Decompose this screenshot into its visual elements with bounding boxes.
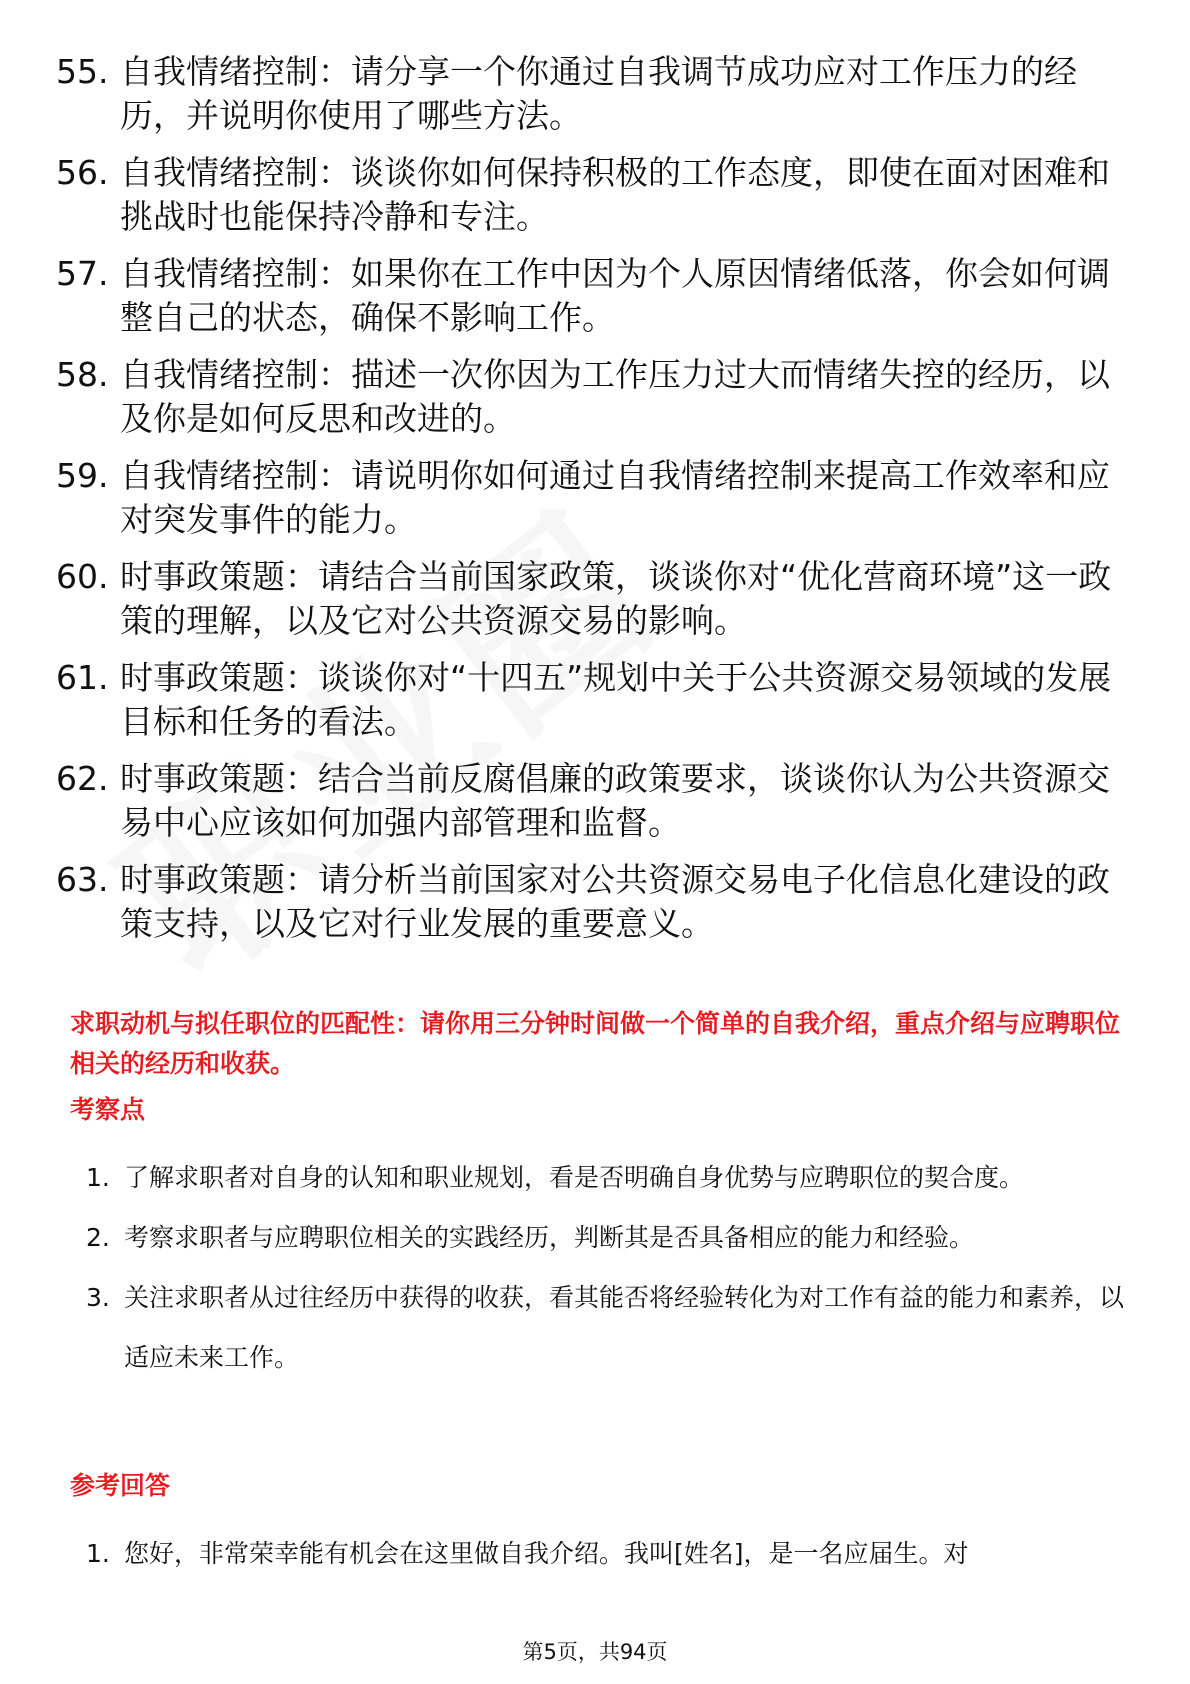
question-text: 自我情绪控制：描述一次你因为工作压力过大而情绪失控的经历，以及你是如何反思和改进的。 — [120, 355, 1110, 438]
question-item — [56, 252, 1136, 340]
question-text: 时事政策题：请分析当前国家对公共资源交易电子化信息化建设的政策支持，以及它对行业发展的重要意义。 — [120, 860, 1110, 943]
question-number: 58. — [56, 355, 109, 394]
list-number: 1. — [86, 1163, 110, 1192]
question-number: 61. — [56, 658, 109, 697]
question-number: 57. — [56, 254, 109, 293]
page-footer: 第5页，共94页 — [522, 1640, 668, 1664]
list-text: 考察求职者与应聘职位相关的实践经历，判断其是否具备相应的能力和经验。 — [124, 1223, 975, 1252]
question-number: 59. — [56, 456, 109, 495]
question-text: 自我情绪控制：请说明你如何通过自我情绪控制来提高工作效率和应对突发事件的能力。 — [120, 456, 1110, 539]
list-item — [86, 1208, 1126, 1268]
list-number: 2. — [86, 1223, 110, 1252]
question-number: 60. — [56, 557, 109, 596]
question-item — [56, 757, 1136, 845]
points-list — [86, 1148, 1126, 1388]
list-item — [86, 1524, 1126, 1584]
question-text: 时事政策题：结合当前反腐倡廉的政策要求，谈谈你认为公共资源交易中心应该如何加强内部管理和监督。 — [120, 759, 1110, 842]
points-heading: 考察点 — [70, 1095, 146, 1124]
answer-list — [86, 1524, 1126, 1584]
question-item — [56, 454, 1136, 542]
question-number: 63. — [56, 860, 109, 899]
list-text: 您好，非常荣幸能有机会在这里做自我介绍。我叫[姓名]，是一名应届生。对 — [124, 1539, 969, 1568]
list-item — [86, 1268, 1126, 1388]
list-number: 1. — [86, 1539, 110, 1568]
list-text: 了解求职者对自身的认知和职业规划，看是否明确自身优势与应聘职位的契合度。 — [124, 1163, 1025, 1192]
question-list — [56, 50, 1136, 959]
question-item — [56, 353, 1136, 441]
question-item — [56, 858, 1136, 946]
question-number: 62. — [56, 759, 109, 798]
question-number: 55. — [56, 52, 109, 91]
question-text: 自我情绪控制：谈谈你如何保持积极的工作态度，即使在面对困难和挑战时也能保持冷静和专注。 — [120, 153, 1110, 236]
question-text: 自我情绪控制：请分享一个你通过自我调节成功应对工作压力的经历，并说明你使用了哪些方法。 — [120, 52, 1077, 135]
question-text: 时事政策题：谈谈你对“十四五”规划中关于公共资源交易领域的发展目标和任务的看法。 — [120, 658, 1112, 741]
question-text: 时事政策题：请结合当前国家政策，谈谈你对“优化营商环境”这一政策的理解，以及它对公共资源交易的影响。 — [120, 557, 1112, 640]
list-text: 关注求职者从过往经历中获得的收获，看其能否将经验转化为对工作有益的能力和素养，以适应未来工作。 — [124, 1283, 1125, 1372]
question-item — [56, 555, 1136, 643]
question-item — [56, 50, 1136, 138]
interview-question: 求职动机与拟任职位的匹配性：请你用三分钟时间做一个简单的自我介绍，重点介绍与应聘职位相关的经历和收获。 — [70, 1009, 1121, 1078]
question-item — [56, 656, 1136, 744]
answer-heading: 参考回答 — [70, 1471, 171, 1500]
question-item — [56, 151, 1136, 239]
list-item — [86, 1148, 1126, 1208]
question-number: 56. — [56, 153, 109, 192]
list-number: 3. — [86, 1283, 110, 1312]
question-text: 自我情绪控制：如果你在工作中因为个人原因情绪低落，你会如何调整自己的状态，确保不影响工作。 — [120, 254, 1110, 337]
